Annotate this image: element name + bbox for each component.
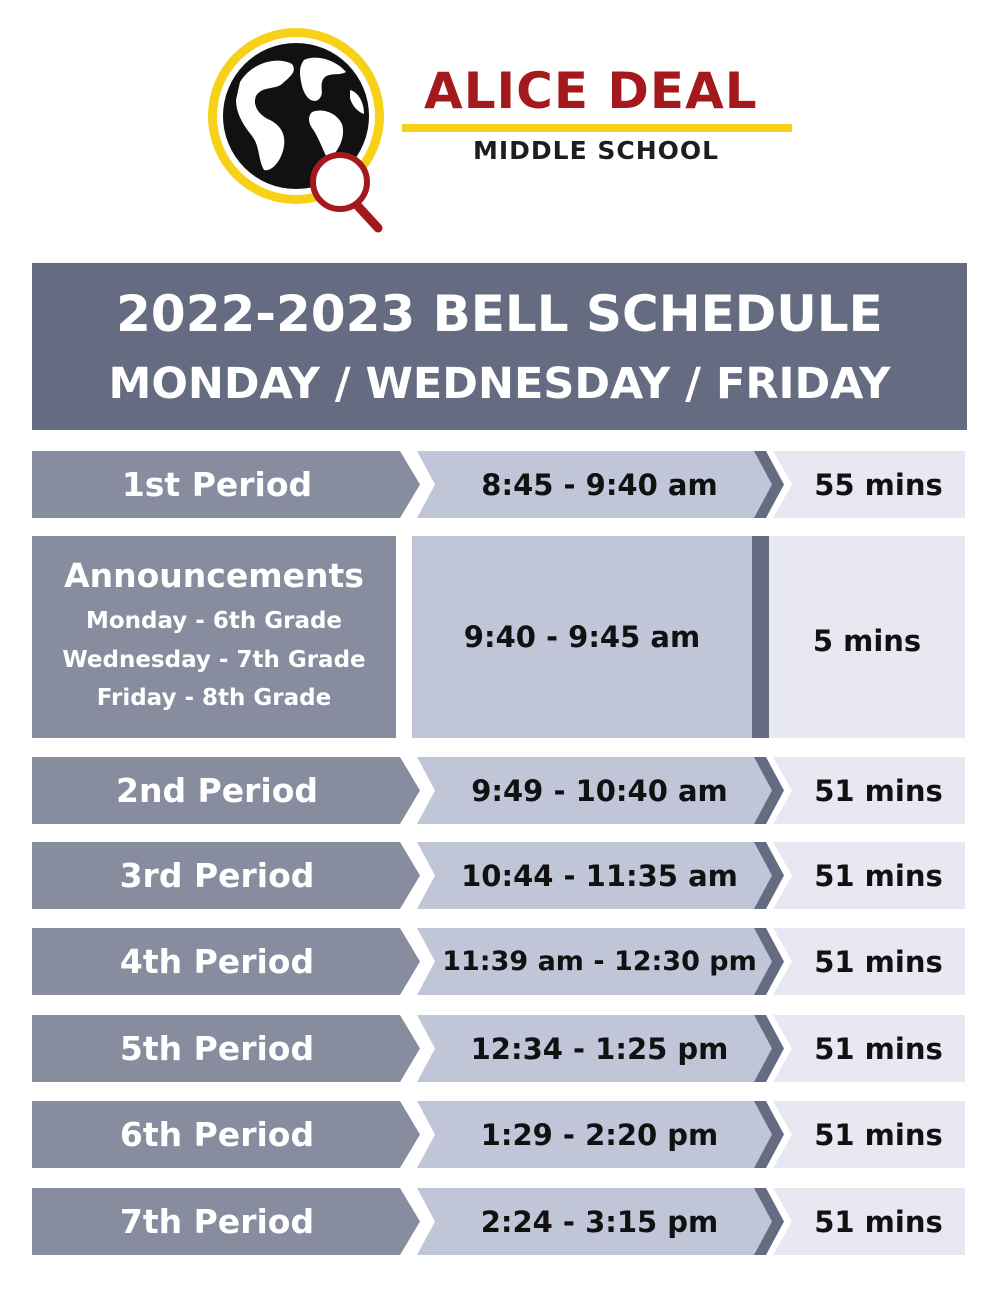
period-name: 5th Period (119, 1029, 315, 1068)
period-time: 9:49 - 10:40 am (471, 773, 728, 808)
period-duration: 51 mins (814, 773, 943, 808)
schedule-header (32, 263, 967, 430)
globe-magnifier-icon (200, 20, 420, 240)
schedule-row-2nd-period (32, 757, 965, 824)
period-name: 1st Period (121, 465, 313, 504)
logo-divider (402, 124, 792, 132)
schedule-row-announcements (32, 536, 965, 738)
schedule-row-7th-period (32, 1188, 965, 1255)
announcements-duration: 5 mins (769, 536, 965, 738)
schedule-row-3rd-period (32, 842, 965, 909)
schedule-row-5th-period (32, 1015, 965, 1082)
announcements-line-monday: Monday - 6th Grade (85, 608, 343, 634)
schedule-row-4th-period (32, 928, 965, 995)
announcements-name-cell (32, 536, 396, 738)
announcements-time: 9:40 - 9:45 am (412, 536, 752, 738)
period-name: 3rd Period (119, 856, 315, 895)
period-duration: 51 mins (814, 858, 943, 893)
period-time: 8:45 - 9:40 am (481, 467, 718, 502)
schedule-days: MONDAY / WEDNESDAY / FRIDAY (108, 359, 891, 409)
school-name: ALICE DEAL (424, 62, 758, 120)
period-name: 2nd Period (115, 771, 318, 810)
schedule-row-1st-period (32, 451, 965, 518)
announcements-line-wednesday: Wednesday - 7th Grade (62, 647, 366, 673)
period-name: 7th Period (119, 1202, 315, 1241)
period-duration: 51 mins (814, 1031, 943, 1066)
period-duration: 51 mins (814, 1204, 943, 1239)
period-time: 10:44 - 11:35 am (461, 858, 738, 893)
announcements-title: Announcements (64, 556, 364, 595)
schedule-row-6th-period (32, 1101, 965, 1168)
period-duration: 51 mins (814, 944, 943, 979)
period-duration: 55 mins (814, 467, 943, 502)
period-name: 6th Period (119, 1115, 315, 1154)
period-name: 4th Period (119, 942, 315, 981)
period-time: 12:34 - 1:25 pm (470, 1031, 729, 1066)
period-time: 2:24 - 3:15 pm (480, 1204, 719, 1239)
announcements-line-friday: Friday - 8th Grade (96, 685, 332, 711)
period-duration: 51 mins (814, 1117, 943, 1152)
page-title: 2022-2023 BELL SCHEDULE (116, 285, 883, 343)
school-subtitle: MIDDLE SCHOOL (473, 136, 720, 165)
announcements-divider (752, 536, 769, 738)
period-time: 11:39 am - 12:30 pm (442, 946, 757, 977)
period-time: 1:29 - 2:20 pm (480, 1117, 719, 1152)
